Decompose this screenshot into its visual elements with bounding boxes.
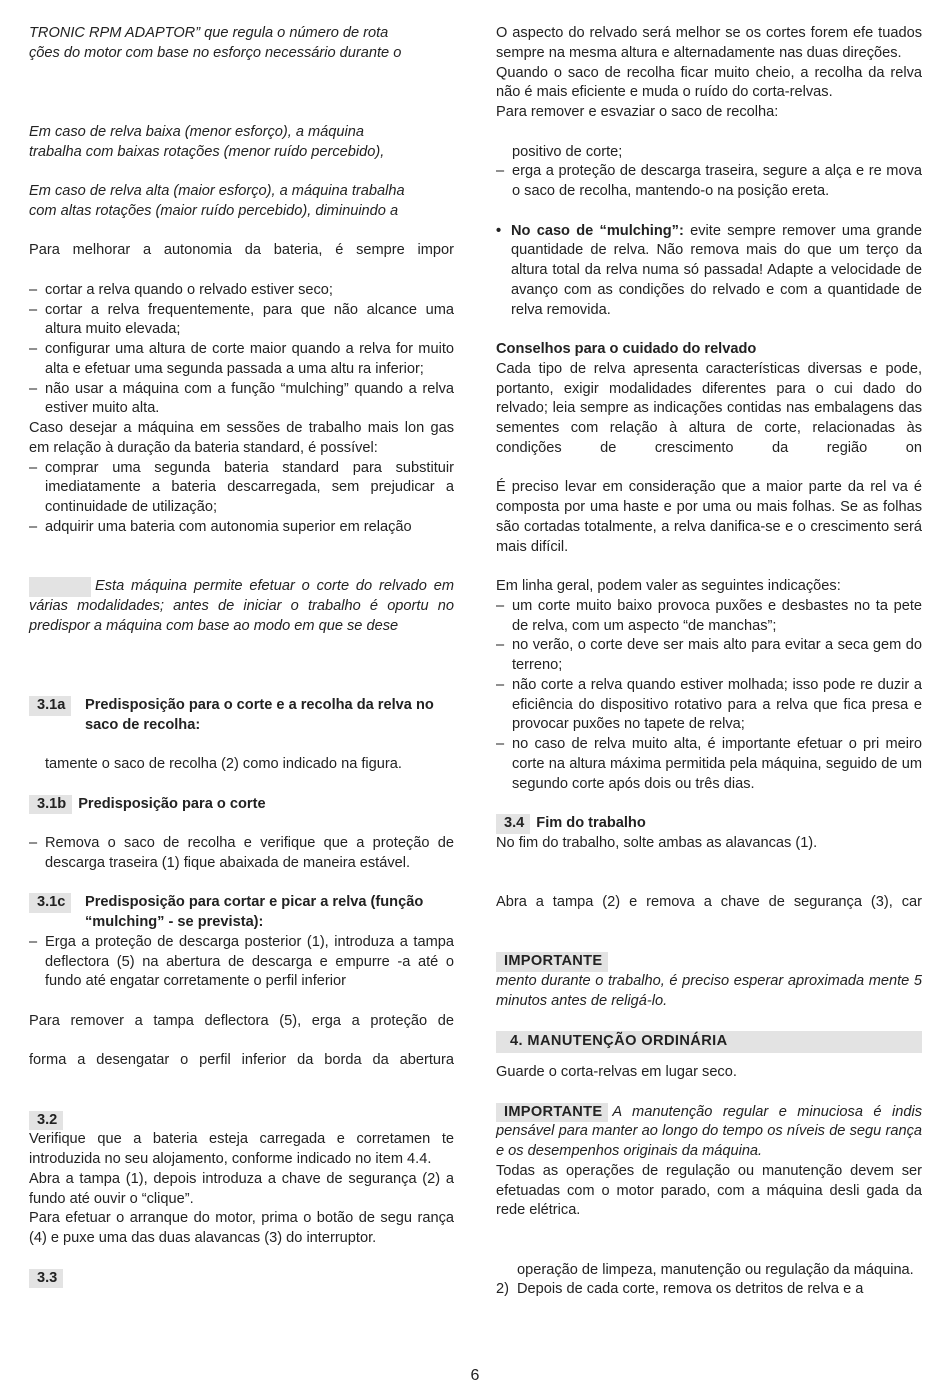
remove-bag-text: Para remover e esvaziar o saco de recolha: [496, 104, 779, 120]
all-ops-text: Todas as operações de regulação ou manutenção devem ser efetuadas com o motor parado, com a máquina desli gada da rede elétrica. [496, 1162, 922, 1219]
open-cover-text: Abra a tampa (2) e remova a chave de segurança (3), car [496, 894, 922, 910]
section-3-1c-item: – Erga a proteção de descarga posterior (1), introduza a tampa deflectora (5) na abertura de descarga e empurre -a até o fundo até engatar corretamente o perfil inferior [29, 933, 454, 990]
modes-italic: Esta máquina permite efetuar o corte do relvado em várias modalidades; antes de iniciar o trabalho é oportu no predispor a máquina com base ao modo em que se dese [29, 578, 454, 634]
right-column [496, 24, 922, 1300]
battery-tip: – configurar uma altura de corte maior quando a relva for muito alta e efetuar uma segunda passada a uma altu ra inferior; [29, 341, 454, 377]
section-3-4-text: No fim do trabalho, solte ambas as alavancas (1). [496, 834, 818, 851]
aspect-text: O aspecto do relvado será melhor se os cortes forem efe tuados sempre na mesma altura e alternadamente nas duas direções. [496, 25, 922, 61]
intro-italic: TRONIC RPM ADAPTOR” que regula o número de rota ções do motor com base no esforço necessário durante o [29, 25, 402, 61]
session-option: – adquirir uma bateria com autonomia superior em relação [29, 518, 412, 535]
bag-full-text: Quando o saco de recolha ficar muito cheio, a recolha da relva não é mais eficiente e muda o ruído do corta-relvas. [496, 64, 922, 101]
cut-device-text: positivo de corte; [512, 143, 623, 160]
section-3-2-heading: 3.2 [29, 1111, 454, 1131]
section-3-1b-item: – Remova o saco de recolha e verifique que a proteção de descarga traseira (1) fique abaixada de maneira estável. [29, 835, 454, 871]
section-3-1b-heading: 3.1b Predisposição para o corte [29, 795, 454, 815]
section-3-1c-heading: 3.1c Predisposição para cortar e picar a relva (função “mulching” - se prevista): [29, 893, 454, 933]
left-column [29, 24, 454, 1288]
mulching-bullet: • No caso de “mulching”: evite sempre remover uma grande quantidade de relva. Não remova mais do que um terço da altura total da relva numa só passada! Adapte a velocidade de avanço com as condições do relvado e com a quantidade de relva removida. [496, 222, 922, 318]
important-1-text: mento durante o trabalho, é preciso esperar aproximada mente 5 minutos antes de religá-lo. [496, 973, 922, 1009]
care-text: Cada tipo de relva apresenta características diversas e pode, portanto, exigir modalidades diferentes para o cui dado do relvado; leia sempre as indicações contidas nas embalagens das sementes com relação à altura de corte, relacionadas às condições de crescimento da região on [496, 360, 922, 456]
disengage-text: forma a desengatar o perfil inferior da borda da abertura [29, 1052, 454, 1069]
general-item: – um corte muito baixo provoca puxões e desbastes no ta pete de relva, com um aspecto “de manchas”; [496, 597, 922, 634]
section-3-1a-text: tamente o saco de recolha (2) como indicado na figura. [45, 756, 402, 772]
battery-intro: Para melhorar a autonomia da bateria, é sempre impor [29, 242, 454, 259]
session-option: – comprar uma segunda bateria standard para substituir imediatamente a bateria descarregada, sem prejudicar a continuidade de utilização; [29, 459, 454, 515]
care-title: Conselhos para o cuidado do relvado [496, 341, 757, 357]
battery-tip: – cortar a relva frequentemente, para que não alcance uma altura muito elevada; [29, 301, 454, 338]
remove-deflector-text: Para remover a tampa deflectora (5), erga a proteção de [29, 1012, 454, 1029]
section-3-2-p3: Para efetuar o arranque do motor, prima o botão de segu rança (4) e puxe uma das duas alavancas (3) do interruptor. [29, 1210, 454, 1246]
page-number: 6 [470, 1367, 480, 1384]
section-4-heading: 4. MANUTENÇÃO ORDINÁRIA [496, 1031, 922, 1053]
battery-tip: – não usar a máquina com a função “mulching” quando a relva estiver muito alta. [29, 380, 454, 417]
cleaning-op-text: operação de limpeza, manutenção ou regulação da máquina. [517, 1261, 914, 1278]
general-item: – no verão, o corte deve ser mais alto para evitar a seca gem do terreno; [496, 637, 922, 673]
battery-tip: – cortar a relva quando o relvado estiver seco; [29, 281, 333, 298]
maintenance-item-2: 2) Depois de cada corte, remova os detritos de relva e a [496, 1281, 864, 1298]
section-3-2-p2: Abra a tampa (1), depois introduza a chave de segurança (2) a fundo até ouvir o “clique”. [29, 1170, 454, 1207]
general-text: Em linha geral, podem valer as seguintes indicações: [496, 578, 841, 594]
important-badge-1: IMPORTANTE [496, 952, 922, 972]
section-3-3-heading: 3.3 [29, 1269, 454, 1289]
lift-guard-item: – erga a proteção de descarga traseira, segure a alça e re mova o saco de recolha, mantendo-o na posição ereta. [496, 163, 922, 199]
section-3-2-p1: Verifique que a bateria esteja carregada e corretamen te introduzida no seu alojamento, conforme indicado no item 4.4. [29, 1131, 454, 1167]
store-dry-text: Guarde o corta-relvas em lugar seco. [496, 1064, 737, 1080]
low-grass-text: Em caso de relva baixa (menor esforço), a máquina trabalha com baixas rotações (menor ruído percebido), [29, 123, 385, 160]
section-3-4-heading: 3.4 Fim do trabalho [496, 814, 922, 834]
section-tag-blank [29, 577, 91, 597]
important-2-text: IMPORTANTE A manutenção regular e minuciosa é indis pensável para manter ao longo do tempo os níveis de segu rança e os desempenhos originais da máquina. [496, 1103, 922, 1159]
section-3-1a-heading: 3.1a Predisposição para o corte e a recolha da relva no saco de recolha: [29, 696, 454, 736]
general-item: – não corte a relva quando estiver molhada; isso pode re duzir a eficiência do dispositivo rotativo para a relva que fica presa e provocar puxões no tapete de relva; [496, 676, 922, 733]
high-grass-text: Em caso de relva alta (maior esforço), a máquina trabalha com altas rotações (maior ruído percebido), diminuindo a [29, 183, 405, 219]
longer-sessions-text: Caso desejar a máquina em sessões de trabalho mais lon gas em relação à duração da bateria standard, é possível: [29, 420, 454, 456]
important-badge-2: IMPORTANTE [496, 1103, 608, 1123]
general-item: – no caso de relva muito alta, é importante efetuar o pri meiro corte na altura máxima permitida pela máquina, seguido de um segundo corte após dois ou três dias. [496, 736, 922, 792]
consider-text: É preciso levar em consideração que a maior parte da rel va é composta por uma haste e por uma ou mais folhas. Se as folhas são cortadas totalmente, a relva danifica-se e o crescimento será mais difícil. [496, 479, 922, 555]
